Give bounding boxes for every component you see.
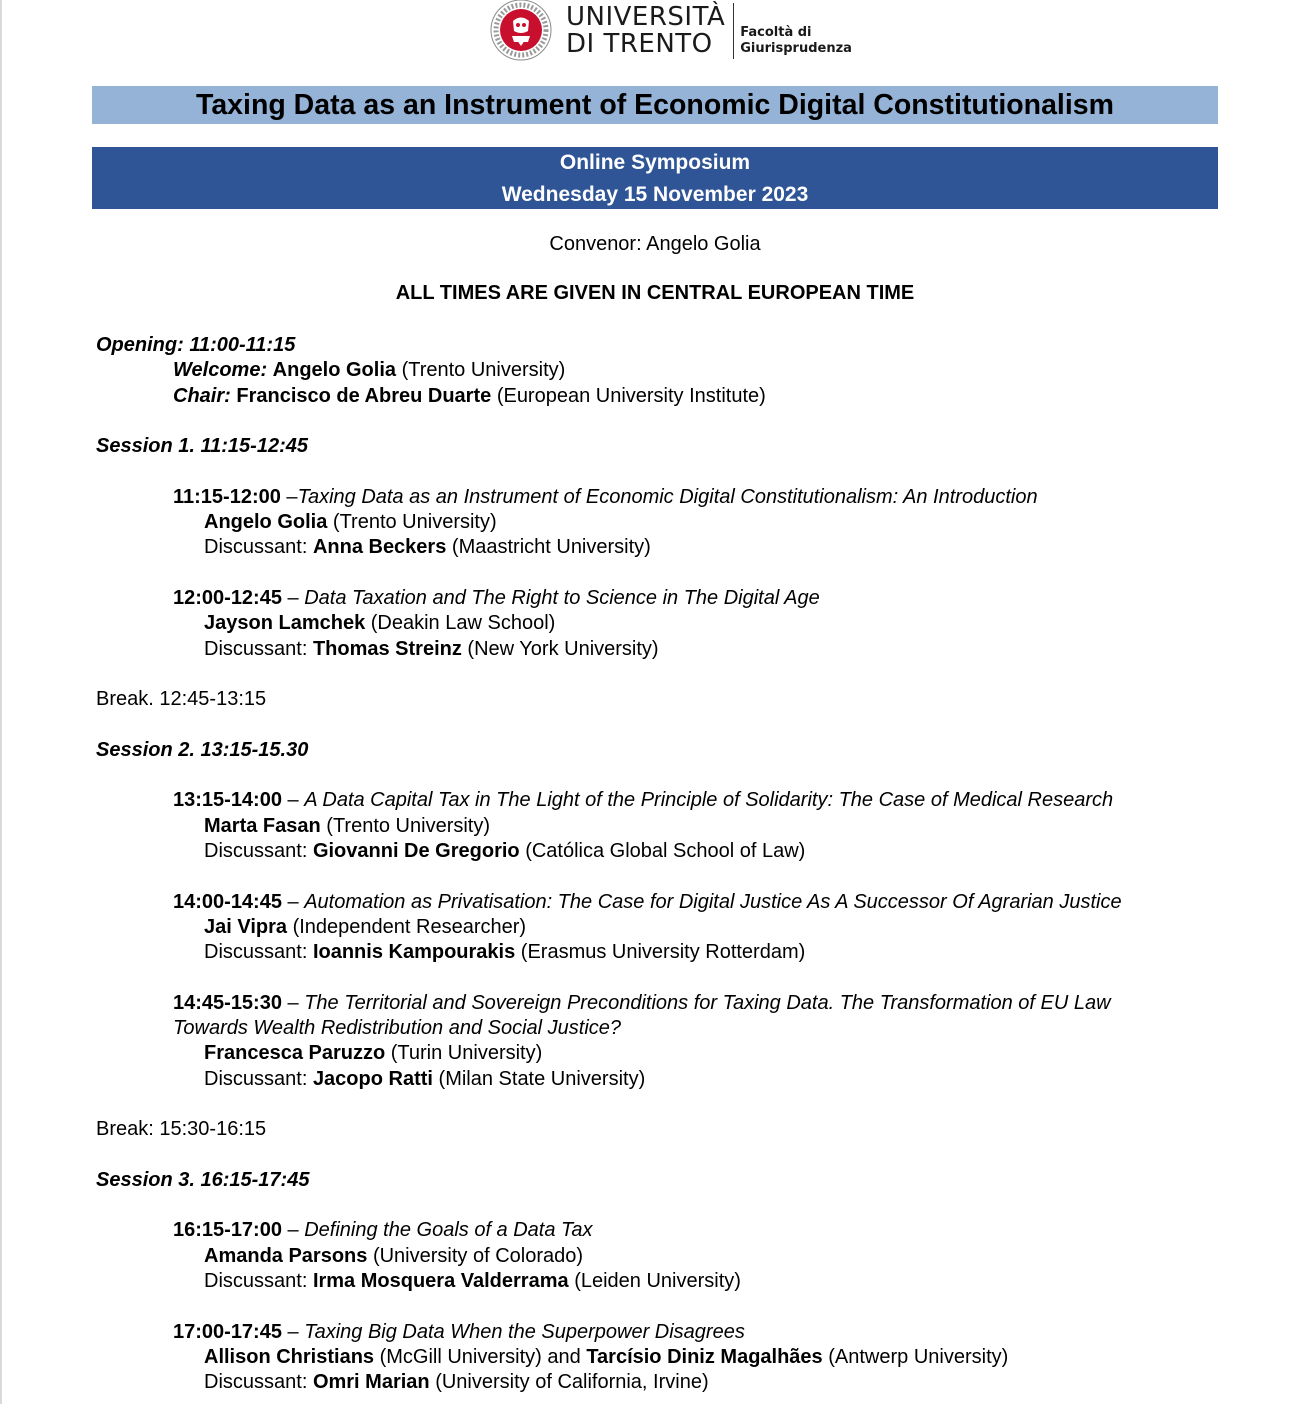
discussant-name: Irma Mosquera Valderrama — [312, 1269, 569, 1292]
chair-name: Francisco de Abreu Duarte — [236, 384, 492, 407]
speaker-name: Allison Christians — [204, 1345, 375, 1368]
speaker-line — [96, 814, 1276, 839]
discussant-line — [96, 1067, 1276, 1092]
discussant-name: Omri Marian — [312, 1371, 430, 1394]
discussant-affiliation: (Católica Global School of Law) — [525, 839, 806, 862]
symposium-banner — [92, 147, 1218, 209]
opening-heading: Opening: 11:00-11:15 — [96, 334, 296, 356]
talk-title-line — [96, 788, 1276, 813]
document-title: Taxing Data as an Instrument of Economic Digital Constitutionalism — [196, 88, 1114, 121]
discussant-affiliation: (University of California, Irvine) — [435, 1371, 709, 1394]
talk-separator: – — [281, 890, 305, 913]
speaker-name: Marta Fasan — [204, 814, 321, 837]
discussant-name: Thomas Streinz — [312, 637, 462, 660]
discussant-line — [96, 535, 1276, 560]
discussant-label: Discussant: — [204, 637, 308, 660]
convenor-line: Convenor: Angelo Golia — [549, 233, 761, 255]
discussant-name: Ioannis Kampourakis — [312, 941, 516, 964]
chair-line — [96, 384, 1276, 409]
discussant-affiliation: (Leiden University) — [574, 1269, 741, 1292]
discussant-line — [96, 637, 1276, 662]
discussant-line — [96, 1269, 1276, 1294]
discussant-label: Discussant: — [204, 839, 308, 862]
talk-title-line — [96, 485, 1276, 510]
speaker-name: Angelo Golia — [204, 511, 328, 534]
page-edge — [0, 0, 2, 1404]
talk-title: Data Taxation and The Right to Science in The Digital Age — [304, 586, 820, 609]
talk-title-line — [96, 991, 1276, 1016]
speaker-affiliation: (University of Colorado) — [372, 1244, 584, 1267]
discussant-label: Discussant: — [204, 536, 308, 559]
and-conjunction: and — [547, 1345, 581, 1368]
symposium-type: Online Symposium — [559, 151, 751, 174]
speaker-name: Amanda Parsons — [204, 1244, 368, 1267]
discussant-line — [96, 940, 1276, 965]
speaker-line — [96, 1345, 1276, 1370]
speaker-line — [96, 1041, 1276, 1066]
talk-title: Taxing Big Data When the Superpower Disagrees — [304, 1320, 745, 1343]
talk-title-line — [96, 1218, 1276, 1243]
talk-title-cont: Towards Wealth Redistribution and Social Justice? — [173, 1017, 622, 1040]
talk-time: 12:00-12:45 — [173, 586, 282, 609]
speaker-line — [96, 510, 1276, 535]
discussant-affiliation: (New York University) — [467, 637, 659, 660]
discussant-name: Anna Beckers — [312, 536, 447, 559]
faculty-name — [740, 25, 852, 57]
discussant-label: Discussant: — [204, 1067, 308, 1090]
faculty-line2: Giurisprudenza — [740, 41, 852, 56]
talk-time: 14:45-15:30 — [173, 991, 282, 1014]
session-heading: Session 1. 11:15-12:45 — [96, 435, 308, 458]
talk-separator: – — [281, 1320, 305, 1343]
talk-time: 14:00-14:45 — [173, 890, 282, 913]
discussant-label: Discussant: — [204, 1269, 308, 1292]
welcome-label: Welcome: — [173, 359, 268, 382]
talk-title: The Territorial and Sovereign Preconditions for Taxing Data. The Transformation of EU Law — [304, 991, 1111, 1014]
logo-divider — [733, 3, 734, 59]
discussant-line — [96, 1370, 1276, 1395]
talk-separator: – — [281, 1219, 305, 1242]
talk-separator: – — [281, 789, 305, 812]
speaker-affiliation: (Turin University) — [390, 1042, 543, 1065]
talk-time: 13:15-14:00 — [173, 789, 282, 812]
speaker-affiliation: (Independent Researcher) — [292, 915, 527, 938]
break-line: Break. 12:45-13:15 — [96, 688, 267, 711]
title-banner — [92, 86, 1218, 124]
speaker-name: Francesca Paruzzo — [204, 1042, 386, 1065]
university-seal-icon — [484, 0, 558, 62]
talk-title: Automation as Privatisation: The Case for Digital Justice As A Successor Of Agrarian Justice — [304, 890, 1122, 913]
talk-title-line — [96, 1320, 1276, 1345]
discussant-line — [96, 839, 1276, 864]
speaker-affiliation: (Deakin Law School) — [370, 612, 556, 635]
chair-affiliation: (European University Institute) — [496, 384, 766, 407]
session-heading: Session 3. 16:15-17:45 — [96, 1168, 310, 1191]
discussant-affiliation: (Maastricht University) — [451, 536, 651, 559]
speaker-line — [96, 915, 1276, 940]
discussant-label: Discussant: — [204, 941, 308, 964]
discussant-label: Discussant: — [204, 1371, 308, 1394]
break-line: Break: 15:30-16:15 — [96, 1118, 267, 1141]
talk-separator: – — [280, 485, 298, 508]
speaker-line — [96, 1244, 1276, 1269]
welcome-line — [96, 358, 1276, 383]
speaker-name: Jai Vipra — [204, 915, 288, 938]
talk-title-line — [96, 586, 1276, 611]
discussant-affiliation: (Milan State University) — [438, 1067, 646, 1090]
talk-separator: – — [281, 586, 305, 609]
speaker-name: Jayson Lamchek — [204, 612, 366, 635]
talk-time: 17:00-17:45 — [173, 1320, 282, 1343]
talk-title-continuation — [96, 1016, 1276, 1041]
speaker-affiliation: (McGill University) — [379, 1345, 542, 1368]
welcome-name: Angelo Golia — [272, 359, 397, 382]
talk-title-line — [96, 890, 1276, 915]
welcome-affiliation: (Trento University) — [401, 359, 566, 382]
university-name — [566, 4, 725, 58]
chair-label: Chair: — [173, 384, 231, 407]
speaker-affiliation: (Trento University) — [332, 511, 497, 534]
talk-title: Defining the Goals of a Data Tax — [304, 1219, 593, 1242]
talk-separator: – — [281, 991, 305, 1014]
discussant-name: Jacopo Ratti — [312, 1067, 433, 1090]
speaker-line — [96, 611, 1276, 636]
talk-time: 16:15-17:00 — [173, 1219, 282, 1242]
talk-title: A Data Capital Tax in The Light of the Principle of Solidarity: The Case of Medical Research — [304, 789, 1114, 812]
session-heading: Session 2. 13:15-15.30 — [96, 738, 309, 761]
faculty-line1: Facoltà di — [740, 25, 812, 40]
speaker-affiliation: (Antwerp University) — [828, 1345, 1009, 1368]
timezone-note: ALL TIMES ARE GIVEN IN CENTRAL EUROPEAN TIME — [395, 282, 915, 304]
discussant-affiliation: (Erasmus University Rotterdam) — [520, 941, 806, 964]
university-name-line2: DI TRENTO — [566, 29, 713, 59]
speaker-name: Tarcísio Diniz Magalhães — [586, 1345, 823, 1368]
symposium-date: Wednesday 15 November 2023 — [501, 183, 809, 206]
discussant-name: Giovanni De Gregorio — [312, 839, 520, 862]
talk-title: Taxing Data as an Instrument of Economic Digital Constitutionalism: An Introduction — [297, 485, 1038, 508]
program — [96, 333, 1276, 1395]
university-logo — [484, 0, 852, 62]
university-name-line1: UNIVERSITÀ — [566, 2, 726, 32]
talk-time: 11:15-12:00 — [173, 485, 281, 508]
speaker-affiliation: (Trento University) — [326, 814, 491, 837]
